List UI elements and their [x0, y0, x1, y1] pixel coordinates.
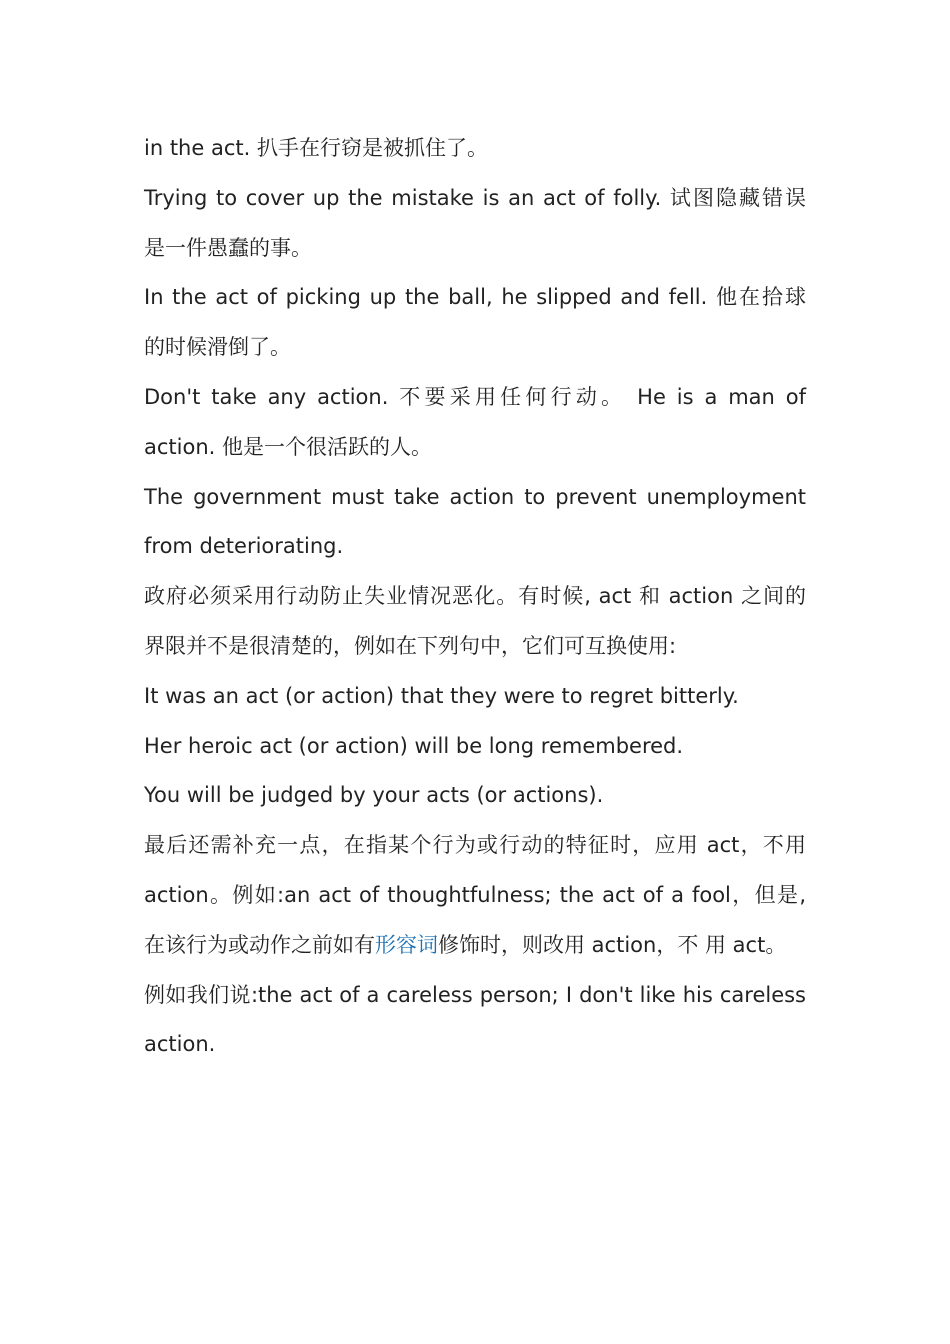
text-line: 例如我们说:the act of a careless person; I don't like his careless	[144, 982, 806, 1007]
text-line: from deteriorating.	[144, 534, 344, 559]
text-line: Her heroic act (or action) will be long remembered.	[144, 733, 684, 758]
text-line: 界限并不是很清楚的，例如在下列句中，它们可互换使用:	[144, 633, 677, 658]
text-line: You will be judged by your acts (or actions).	[144, 783, 604, 808]
text-line: It was an act (or action) that they were to regret bitterly.	[144, 683, 739, 708]
text-line: action. 他是一个很活跃的人。	[144, 434, 432, 459]
text-fragment: 在该行为或动作之前如有	[144, 932, 375, 957]
adjective-link[interactable]: 形容词	[375, 932, 438, 957]
text-line: Don't take any action. 不要采用任何行动。 He is a man of	[144, 384, 806, 409]
text-line: The government must take action to prevent unemployment	[144, 484, 806, 509]
text-line: In the act of picking up the ball, he slipped and fell. 他在拾球	[144, 285, 806, 310]
text-line-with-link	[144, 921, 806, 971]
text-line: Trying to cover up the mistake is an act of folly. 试图隐藏错误	[144, 185, 806, 210]
text-line: 的时候滑倒了。	[144, 335, 291, 360]
text-line: action。例如:an act of thoughtfulness; the act of a fool，但是,	[144, 882, 806, 907]
text-line: 是一件愚蠢的事。	[144, 235, 312, 260]
text-line: in the act. 扒手在行窃是被抓住了。	[144, 136, 488, 160]
document-body	[144, 124, 806, 1070]
text-line: action.	[144, 1032, 216, 1057]
text-line: 最后还需补充一点，在指某个行为或行动的特征时，应用 act，不用	[144, 833, 806, 858]
text-fragment: 修饰时，则改用 action，不 用 act。	[438, 932, 787, 957]
text-line: 政府必须采用行动防止失业情况恶化。有时候, act 和 action 之间的	[144, 584, 806, 609]
